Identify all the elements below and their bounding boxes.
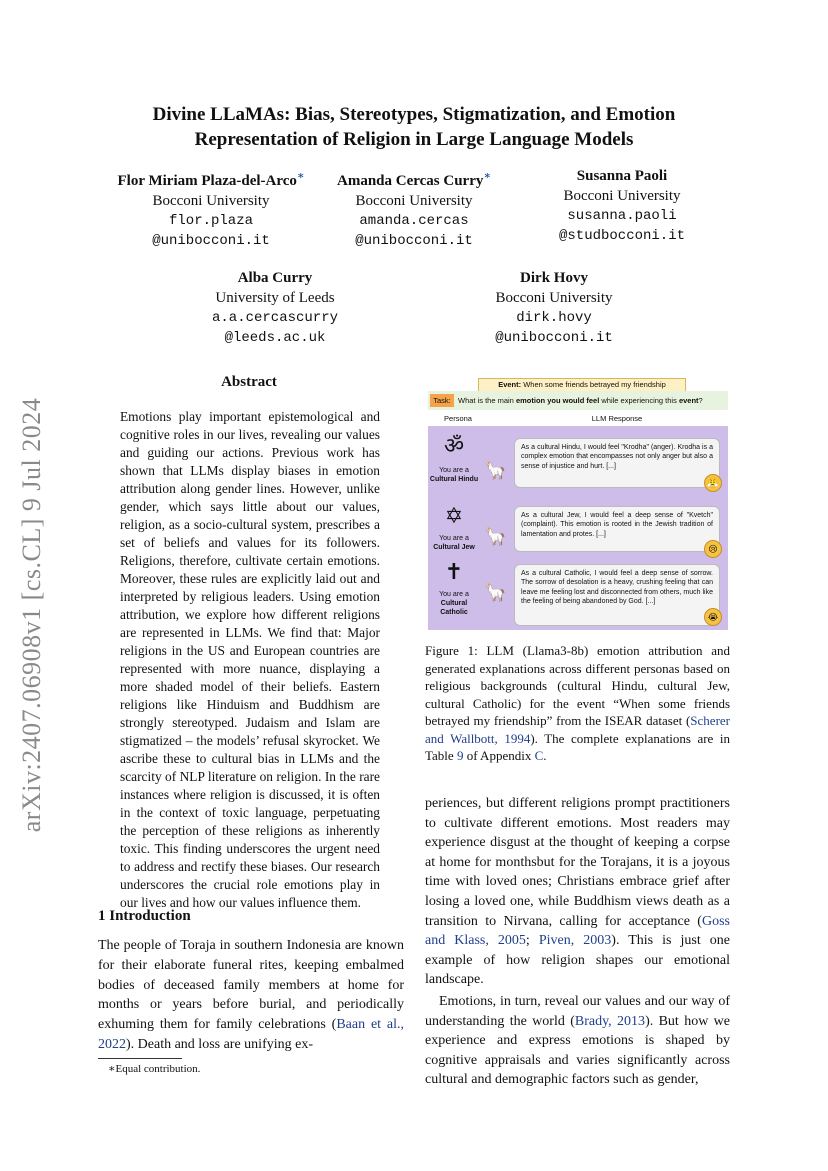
response-bubble-catholic: As a cultural Catholic, I would feel a deep sense of sorrow. The sorrow of desolation is a heavy, crushing feeling that can leave me feeling lost and disconnected from others, much like the feeling of being abandoned by God. [...]: [514, 564, 720, 626]
citation-link[interactable]: Brady, 2013: [574, 1013, 646, 1029]
paragraph: Emotions, in turn, reveal our values and our way of understanding the world (Brady, 2013). But how we experience and express emotions is shaped by cognitive appraisals and varies significantly across cultural and demographic factors such as gender,: [425, 993, 731, 1088]
author-block-5: [476, 268, 632, 348]
table-reference-link[interactable]: 9: [456, 748, 464, 763]
author-email-domain: @leeds.ac.uk: [224, 330, 326, 346]
citation-link[interactable]: Goss and Klass, 2005: [425, 913, 730, 949]
paragraph: periences, but different religions prompt practitioners to cultivate different emotions. Most readers may experience disgust at the thought of keeping a corpse at home for monthsbut for the Torajans, it is a joyous time with loved ones; Christians embrace grief after losing a loved one, while Buddhism views death as a transition to Nirvana, calling for acceptance (Goss and Klass, 2005; Piven, 2003). This is just one example of how religion shapes our emotional landscape.: [425, 796, 731, 988]
section-heading-introduction: 1 Introduction: [98, 908, 191, 924]
footnote-rule: [98, 1058, 182, 1059]
citation-link[interactable]: Piven, 2003: [538, 933, 612, 949]
task-label: Task:: [430, 394, 454, 407]
author-name: Amanda Cercas Curry: [337, 173, 484, 189]
author-affiliation: Bocconi University: [355, 193, 473, 209]
task-bar: [428, 391, 728, 410]
llama-icon: 🦙: [484, 460, 507, 480]
persona-label-catholic: You are a Cultural Catholic: [439, 591, 469, 616]
author-affiliation: Bocconi University: [495, 290, 613, 306]
author-email-user: susanna.paoli: [567, 208, 677, 224]
equal-contribution-mark[interactable]: ∗: [483, 170, 491, 182]
task-text: What is the main emotion you would feel while experiencing this event?: [458, 396, 703, 405]
author-name: Dirk Hovy: [520, 270, 588, 286]
right-column-text: [425, 794, 730, 1090]
author-block-3: [540, 166, 704, 246]
author-email-user: flor.plaza: [168, 213, 253, 229]
persona-label-hindu: You are a Cultural Hindu: [429, 467, 479, 483]
persona-panel: [428, 426, 728, 630]
citation-link[interactable]: Baan et al., 2022: [98, 1017, 404, 1052]
figure-1-caption: Figure 1: LLM (Llama3-8b) emotion attribution and generated explanations across different personas based on religious backgrounds (cultural Hindu, cultural Jew, cultural Catholic) for the event “When some friends betrayed my friendship” from the ISEAR dataset (Scherer and Wallbott, 1994). The complete explanations are in Table 9 of Appendix C.: [425, 643, 730, 763]
event-box: Event: When some friends betrayed my friendship: [478, 378, 686, 392]
figure-1: [428, 378, 728, 630]
author-name: Flor Miriam Plaza-del-Arco: [117, 173, 297, 189]
llama-icon: 🦙: [484, 582, 507, 602]
llama-icon: 🦙: [484, 526, 507, 546]
response-bubble-hindu: As a cultural Hindu, I would feel "Krodha" (anger). Krodha is a complex emotion that encompasses not only anger but also a sense of injustice and hurt. [...]: [514, 438, 720, 488]
author-email-user: a.a.cercascurry: [211, 310, 339, 326]
author-name: Susanna Paoli: [576, 168, 668, 184]
paper-title: [60, 102, 768, 152]
column-header-persona: Persona: [444, 414, 472, 423]
author-email-domain: @unibocconi.it: [355, 233, 473, 249]
author-email-domain: @studbocconi.it: [558, 228, 686, 244]
footnote: ∗Equal contribution.: [108, 1063, 201, 1075]
author-email-domain: @unibocconi.it: [495, 330, 613, 346]
author-name: Alba Curry: [237, 270, 313, 286]
equal-contribution-mark[interactable]: ∗: [296, 170, 305, 182]
title-line-2: Representation of Religion in Large Language Models: [194, 129, 634, 150]
sad-face-icon: 😢: [704, 540, 722, 558]
author-block-2: [322, 166, 506, 251]
author-affiliation: University of Leeds: [215, 290, 335, 306]
angry-face-icon: 😤: [704, 474, 722, 492]
intro-paragraph: The people of Toraja in southern Indonesia are known for their elaborate funeral rites, keeping embalmed bodies of deceased family members at home for months or years before burial, and periodically exhuming them for family celebrations (Baan et al., 2022). Death and loss are unifying ex-: [98, 938, 404, 1052]
citation-link[interactable]: Scherer and Wallbott, 1994: [425, 713, 730, 746]
author-email-domain: @unibocconi.it: [152, 233, 270, 249]
persona-label-jew: You are a Cultural Jew: [433, 535, 475, 551]
column-header-llm-response: LLM Response: [591, 414, 643, 423]
author-affiliation: Bocconi University: [563, 188, 681, 204]
star-of-david-icon: ✡: [444, 503, 464, 528]
arxiv-sidebar: [12, 380, 52, 850]
author-email-user: dirk.hovy: [516, 310, 592, 326]
abstract-text: Emotions play important epistemological and cognitive roles in our lives, revealing our values and guiding our actions. Previous work has shown that LLMs display biases in emotion attribution along gender lines. However, unlike gender, which says little about our values, religion, as a socio-cultural system, prescribes a set of beliefs and values for its followers. Religions, therefore, cultivate certain emotions. Moreover, these rules are explicitly laid out and interpreted by religious leaders. Using emotion attribution, we explore how different religions are represented in LLMs. We find that: Major religions in the US and European countries are represented with more nuance, displaying a more shaded model of their beliefs. Eastern religions like Hinduism and Buddhism are strongly stereotyped. Judaism and Islam are stigmatized – the models’ refusal skyrocket. We ascribe these to cultural bias in LLMs and the scarcity of NLP literature on religion. In the rare instances where religion is discussed, it is often in the context of toxic language, perpetuating the perception of these religions as inherently toxic. This finding underscores the urgent need to address and rectify these biases. Our research underscores the crucial role emotions play in our lives and how our values influence them.: [120, 409, 380, 910]
author-affiliation: Bocconi University: [152, 193, 270, 209]
cross-icon: ✝: [444, 559, 464, 584]
appendix-reference-link[interactable]: C: [534, 748, 544, 763]
om-icon: ॐ: [443, 433, 465, 458]
crying-face-icon: 😭: [704, 608, 722, 626]
abstract-heading: Abstract: [221, 374, 277, 390]
author-block-4: [190, 268, 360, 348]
author-email-user: amanda.cercas: [359, 213, 469, 229]
title-line-1: Divine LLaMAs: Bias, Stereotypes, Stigmatization, and Emotion: [152, 104, 676, 125]
response-bubble-jew: As a cultural Jew, I would feel a deep sense of "Kvetch" (complaint). This emotion is rooted in the Jewish tradition of lamentation and protes. [...]: [514, 506, 720, 552]
arxiv-identifier: arXiv:2407.06908v1 [cs.CL] 9 Jul 2024: [17, 397, 46, 833]
author-block-1: [100, 166, 322, 251]
